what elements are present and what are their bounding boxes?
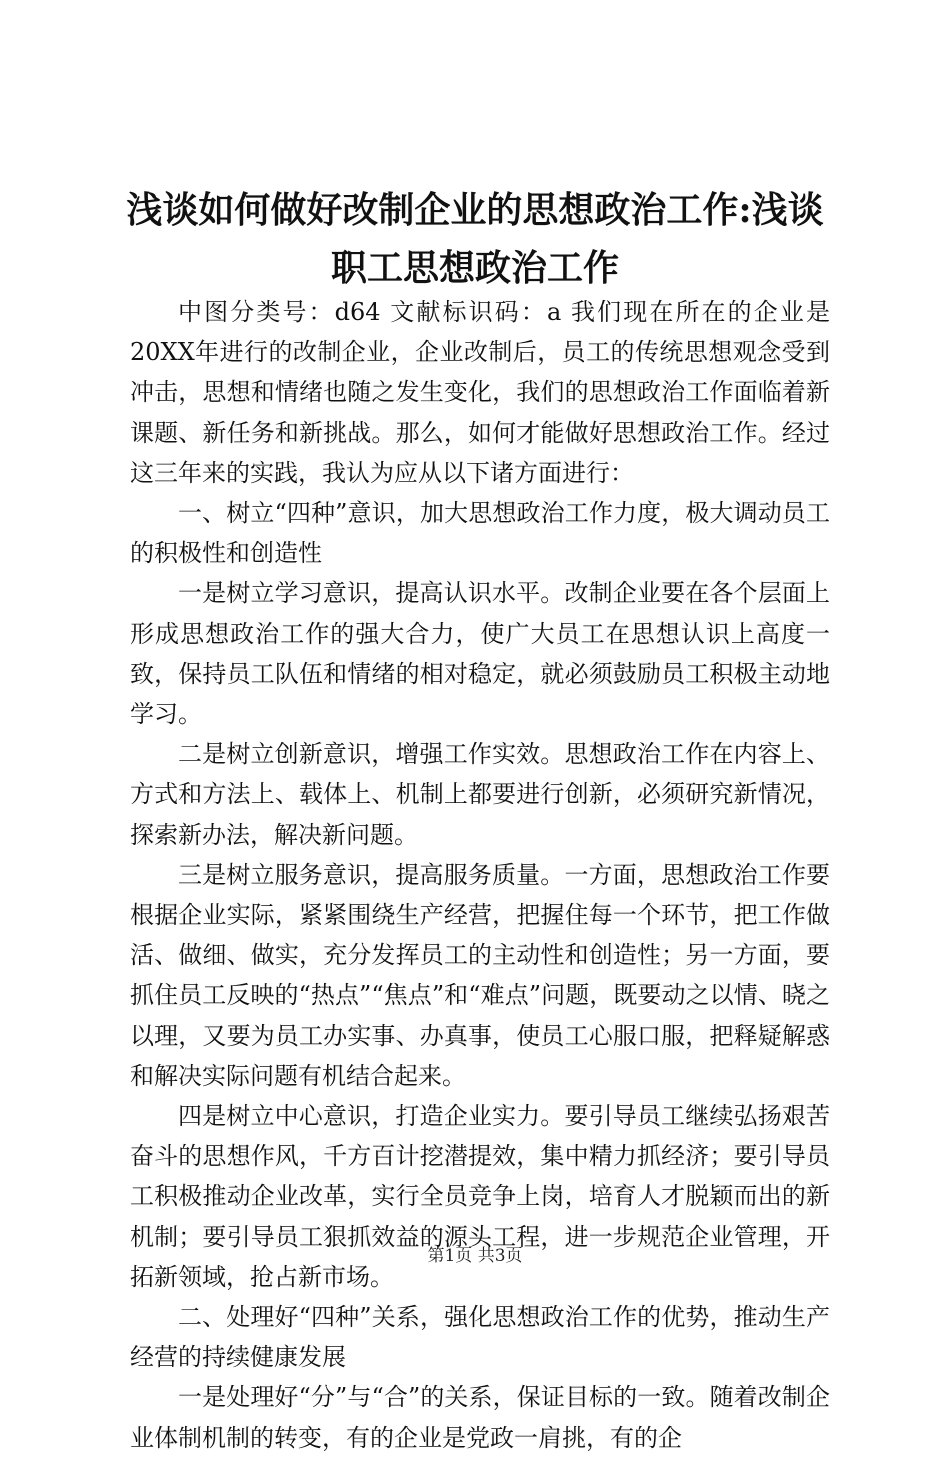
paragraph-service: 三是树立服务意识，提高服务质量。一方面，思想政治工作要根据企业实际，紧紧围绕生产经营，把握住每一个环节，把工作做活、做细、做实，充分发挥员工的主动性和创造性；另一方面，要抓住员工反映的“热点”“焦点”和“难点”问题，既要动之以情、晓之以理，又要为员工办实事、办真事，使员工心服口服，把释疑解惑和解决实际问题有机结合起来。 [130, 860, 830, 1090]
paragraph-center: 四是树立中心意识，打造企业实力。要引导员工继续弘扬艰苦奋斗的思想作风，千方百计挖潜提效，集中精力抓经济；要引导员工积极推动企业改革，实行全员竞争上岗，培育人才脱颖而出的新机制；要引导员工狠抓效益的源头工程，进一步规范企业管理，开拓新领域，抢占新市场。 [130, 1102, 830, 1291]
page-footer: 第1页 共3页 [427, 1246, 523, 1266]
paragraph-intro: 中图分类号：d64 文献标识码：a 我们现在所在的企业是20XX年进行的改制企业，企业改制后，员工的传统思想观念受到冲击，思想和情绪也随之发生变化，我们的思想政治工作面临着新课题、新任务和新挑战。那么，如何才能做好思想政治工作。经过这三年来的实践，我认为应从以下诸方面进行： [130, 298, 830, 487]
document-title-line-1: 浅谈如何做好改制企业的思想政治工作:浅谈 [126, 189, 824, 231]
paragraph-innovation: 二是树立创新意识，增强工作实效。思想政治工作在内容上、方式和方法上、载体上、机制上都要进行创新，必须研究新情况，探索新办法，解决新问题。 [130, 740, 830, 849]
section-heading-1: 一、树立“四种”意识，加大思想政治工作力度，极大调动员工的积极性和创造性 [130, 499, 830, 568]
paragraph-division: 一是处理好“分”与“合”的关系，保证目标的一致。随着改制企业体制机制的转变，有的企业是党政一肩挑，有的企 [130, 1383, 830, 1452]
section-heading-2: 二、处理好“四种”关系，强化思想政治工作的优势，推动生产经营的持续健康发展 [130, 1303, 830, 1372]
document-body [130, 292, 830, 1458]
document-title-line-2: 职工思想政治工作 [330, 247, 619, 289]
paragraph-learning: 一是树立学习意识，提高认识水平。改制企业要在各个层面上形成思想政治工作的强大合力，使广大员工在思想认识上高度一致，保持员工队伍和情绪的相对稳定，就必须鼓励员工积极主动地学习。 [130, 579, 830, 729]
